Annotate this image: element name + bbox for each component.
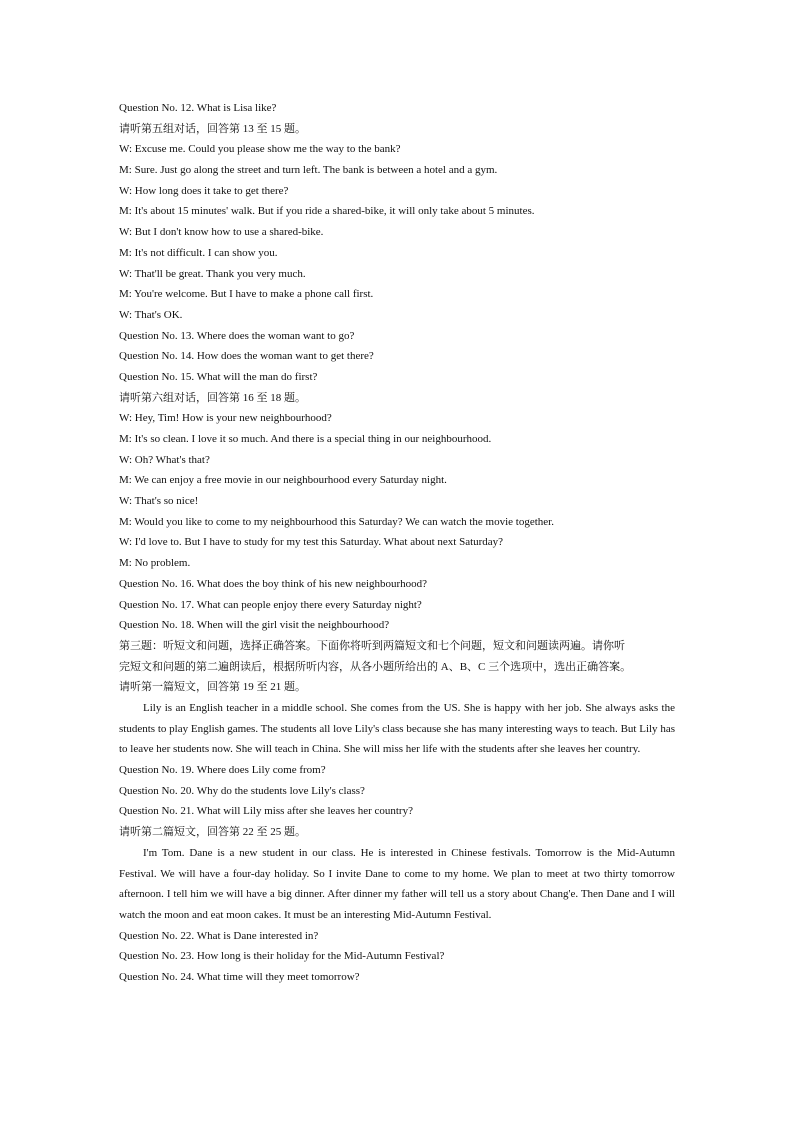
transcript-line: Question No. 12. What is Lisa like? bbox=[119, 102, 277, 114]
transcript-line: Question No. 23. How long is their holiday for the Mid-Autumn Festival? bbox=[119, 950, 445, 963]
transcript-line: W: That'll be great. Thank you very much. bbox=[119, 267, 306, 280]
transcript-line: W: That's so nice! bbox=[119, 495, 199, 508]
transcript-line: Question No. 20. Why do the students love Lily's class? bbox=[119, 784, 365, 797]
transcript-line: M: Sure. Just go along the street and turn left. The bank is between a hotel and a gym. bbox=[119, 164, 498, 177]
question-block-c bbox=[119, 926, 675, 988]
transcript-line: W: Excuse me. Could you please show me the way to the bank? bbox=[119, 143, 401, 156]
transcript-line: W: Oh? What's that? bbox=[119, 453, 210, 466]
transcript-line: M: It's so clean. I love it so much. And there is a special thing in our neighbourhood. bbox=[119, 433, 492, 445]
transcript-line: Question No. 21. What will Lily miss after she leaves her country? bbox=[119, 805, 413, 818]
transcript-line: M: No problem. bbox=[119, 557, 191, 570]
transcript-line: Question No. 16. What does the boy think of his new neighbourhood? bbox=[119, 577, 428, 590]
transcript-line: W: How long does it take to get there? bbox=[119, 184, 289, 197]
transcript-line: M: It's not difficult. I can show you. bbox=[119, 246, 278, 259]
section-three-instruction-line-1: 第三题：听短文和问题，选择正确答案。下面你将听到两篇短文和七个问题，短文和问题读两遍。请你听 bbox=[119, 639, 625, 652]
transcript-line: 请听第五组对话，回答第 13 至 15 题。 bbox=[119, 122, 306, 135]
transcript-line: Question No. 18. When will the girl visit the neighbourhood? bbox=[119, 619, 390, 632]
transcript-line: Question No. 19. Where does Lily come from? bbox=[119, 764, 326, 777]
transcript-line: 请听第二篇短文，回答第 22 至 25 题。 bbox=[119, 826, 306, 839]
transcript-line: W: I'd love to. But I have to study for my test this Saturday. What about next Saturday? bbox=[119, 536, 504, 549]
question-block-b bbox=[119, 760, 675, 843]
document-page bbox=[119, 98, 675, 988]
transcript-line: W: Hey, Tim! How is your new neighbourhood? bbox=[119, 412, 332, 425]
transcript-line: 请听第六组对话，回答第 16 至 18 题。 bbox=[119, 391, 306, 404]
transcript-line: Question No. 24. What time will they meet tomorrow? bbox=[119, 970, 360, 983]
transcript-line: Question No. 22. What is Dane interested in? bbox=[119, 929, 319, 942]
transcript-line: Question No. 13. Where does the woman want to go? bbox=[119, 329, 355, 342]
transcript-line: Question No. 14. How does the woman want to get there? bbox=[119, 350, 374, 363]
passage-one-intro: 请听第一篇短文，回答第 19 至 21 题。 bbox=[119, 681, 306, 694]
transcript-line: M: It's about 15 minutes' walk. But if you ride a shared-bike, it will only take about 5 minutes. bbox=[119, 205, 535, 218]
passage-two-text: I'm Tom. Dane is a new student in our class. He is interested in Chinese festivals. Tomorrow is the Mid-Autumn Festival. We will have a four-day holiday. So I invite Dane to come to my home. We plan to meet at two thirty tomorrow afternoon. I tell him we will have a big dinner. After dinner my father will tell us a story about Chang'e. Then Dane and I will watch the moon and eat moon cakes. It must be an interesting Mid-Autumn Festival. bbox=[119, 846, 675, 921]
passage-one-text: Lily is an English teacher in a middle school. She comes from the US. She is happy with her job. She always asks the students to play English games. The students all love Lily's class because she has many interesting ways to teach. But Lily has to leave her students now. She will teach in China. She will miss her life with the students after she leaves her country. bbox=[119, 701, 675, 756]
transcript-line: Question No. 17. What can people enjoy there every Saturday night? bbox=[119, 598, 422, 611]
transcript-line: W: That's OK. bbox=[119, 308, 183, 321]
transcript-line: M: Would you like to come to my neighbourhood this Saturday? We can watch the movie together. bbox=[119, 515, 554, 528]
dialogue-block-a bbox=[119, 98, 675, 636]
transcript-line: M: We can enjoy a free movie in our neighbourhood every Saturday night. bbox=[119, 474, 447, 487]
transcript-line: Question No. 15. What will the man do first? bbox=[119, 370, 318, 383]
section-three-instruction-line-2: 完短文和问题的第二遍朗读后，根据所听内容，从各小题所给出的 A、B、C 三个选项中，选出正确答案。 bbox=[119, 660, 632, 673]
transcript-line: M: You're welcome. But I have to make a phone call first. bbox=[119, 288, 374, 301]
transcript-line: W: But I don't know how to use a shared-bike. bbox=[119, 226, 324, 239]
